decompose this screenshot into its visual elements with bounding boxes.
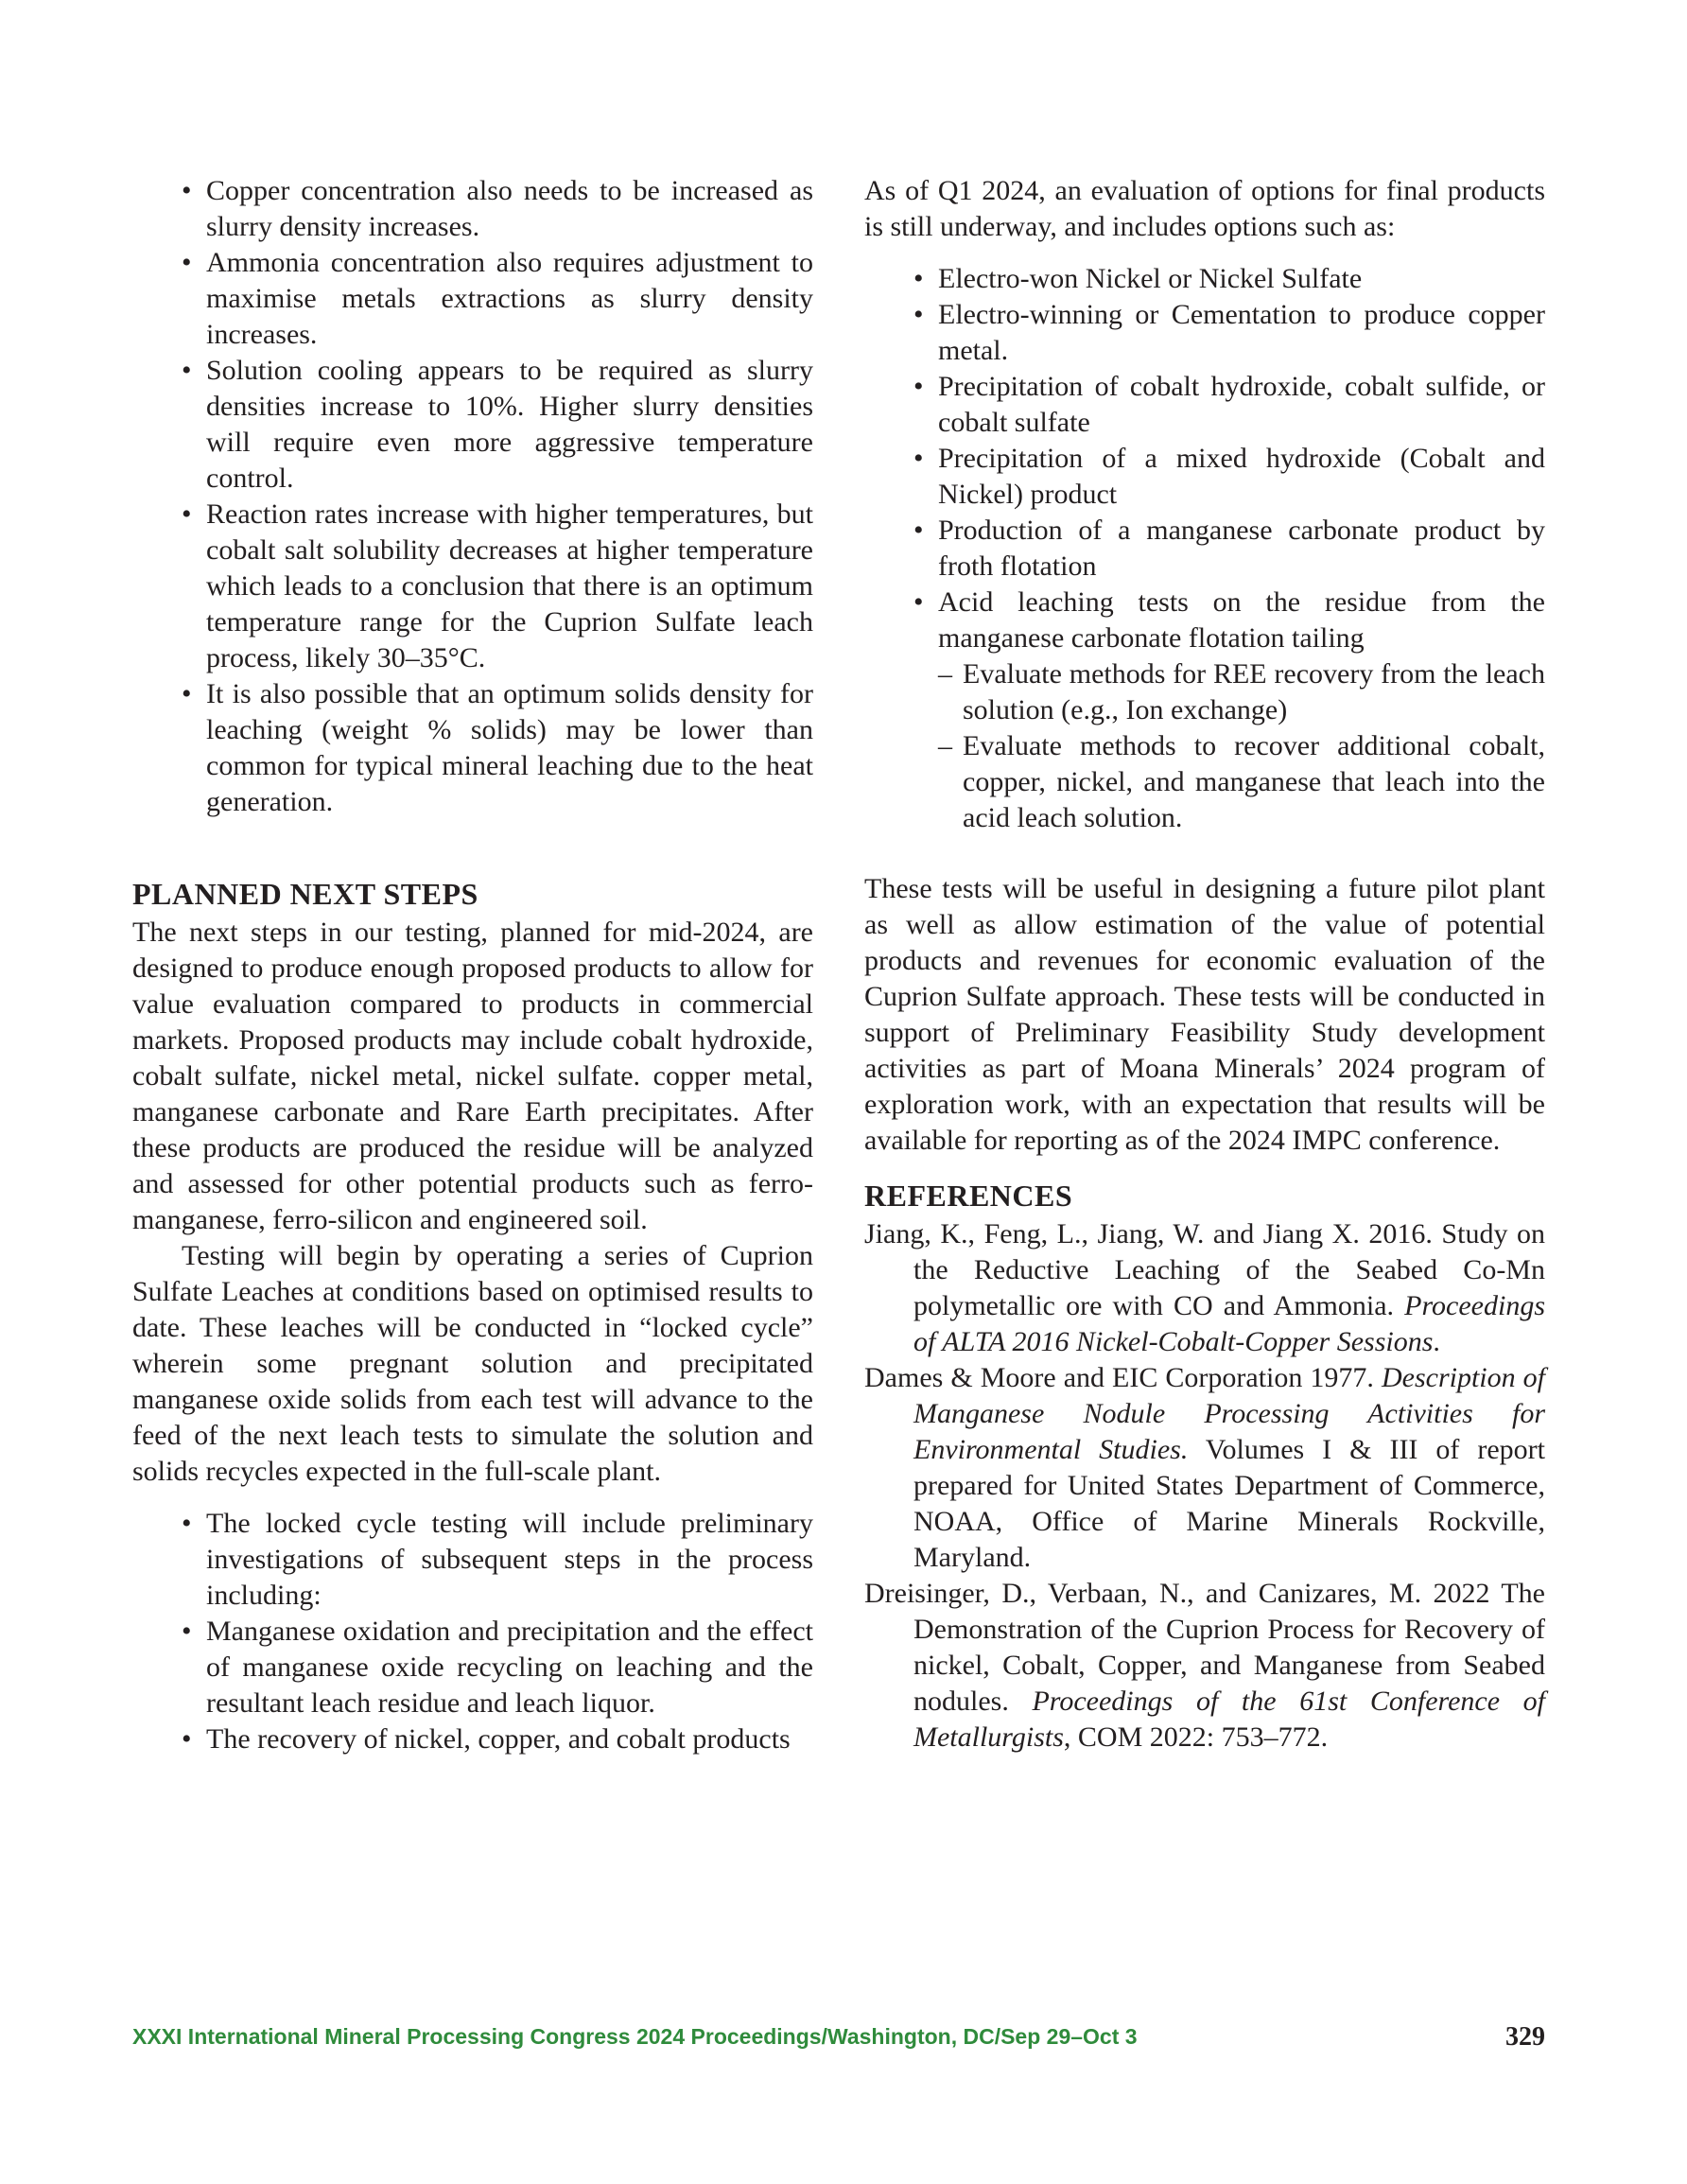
- list-item: • Ammonia concentration also requires adjustment to maximise metals extractions as slurry density increases.: [132, 245, 813, 353]
- leach-observations-list: [132, 173, 813, 820]
- paragraph: These tests will be useful in designing a future pilot plant as well as allow estimation of the value of potential products and revenues for economic evaluation of the Cuprion Sulfate approach. These tests will be conducted in support of Preliminary Feasibility Study development activities as part of Moana Minerals’ 2024 program of exploration work, with an expectation that results will be available for reporting as of the 2024 IMPC conference.: [864, 873, 1545, 1156]
- page-number: 329: [1505, 2022, 1545, 2052]
- locked-cycle-list: [132, 1506, 813, 1757]
- product-options-list: [864, 261, 1545, 836]
- sub-list-item: – Evaluate methods to recover additional cobalt, copper, nickel, and manganese that leach into the acid leach solution.: [938, 728, 1545, 836]
- list-item: • Precipitation of a mixed hydroxide (Cobalt and Nickel) product: [864, 441, 1545, 513]
- list-item: • Reaction rates increase with higher temperatures, but cobalt salt solubility decreases at higher temperature which leads to a conclusion that there is an optimum temperature range for the Cuprion Sulfate leach process, likely 30–35°C.: [132, 497, 813, 676]
- section-heading-planned-next-steps: PLANNED NEXT STEPS: [132, 877, 478, 911]
- paragraph: Testing will begin by operating a series of Cuprion Sulfate Leaches at conditions based on optimised results to date. These leaches will be conducted in “locked cycle” wherein some pregnant solution and precipitated manganese oxide solids from each test will advance to the feed of the next leach tests to simulate the solution and solids recycles expected in the full-scale plant.: [132, 1240, 813, 1487]
- page-footer: [132, 2024, 1545, 2062]
- sub-list-item: – Evaluate methods for REE recovery from the leach solution (e.g., Ion exchange): [938, 656, 1545, 728]
- reference-item: Dames & Moore and EIC Corporation 1977. Description of Manganese Nodule Processing Activities for Environmental Studies. Volumes I & III of report prepared for United States Department of Commerce, NOAA, Office of Marine Minerals Rockville, Maryland.: [864, 1362, 1545, 1573]
- list-item: • Manganese oxidation and precipitation and the effect of manganese oxide recycling on leaching and the resultant leach residue and leach liquor.: [132, 1614, 813, 1721]
- list-item-text: Acid leaching tests on the residue from the manganese carbonate flotation tailing: [938, 586, 1545, 654]
- list-item: • The locked cycle testing will include preliminary investigations of subsequent steps in the process including:: [132, 1506, 813, 1614]
- list-item: • Electro-won Nickel or Nickel Sulfate: [864, 261, 1545, 297]
- paragraph: The next steps in our testing, planned for mid-2024, are designed to produce enough proposed products to allow for value evaluation compared to products in commercial markets. Proposed products may include cobalt hydroxide, cobalt sulfate, nickel metal, nickel sulfate. copper metal, manganese carbonate and Rare Earth precipitates. After these products are produced the residue will be analyzed and assessed for other potential products such as ferro-manganese, ferro-silicon and engineered soil.: [132, 917, 813, 1235]
- list-item: • Electro-winning or Cementation to produce copper metal.: [864, 297, 1545, 369]
- right-column: [864, 173, 1545, 1756]
- list-item: • The recovery of nickel, copper, and cobalt products: [132, 1721, 813, 1757]
- list-item: • Precipitation of cobalt hydroxide, cobalt sulfide, or cobalt sulfate: [864, 369, 1545, 441]
- list-item: [864, 585, 1545, 836]
- list-item: • It is also possible that an optimum solids density for leaching (weight % solids) may be lower than common for typical mineral leaching due to the heat generation.: [132, 676, 813, 820]
- section-heading-references: REFERENCES: [864, 1179, 1073, 1213]
- paragraph: As of Q1 2024, an evaluation of options for final products is still underway, and includes options such as:: [864, 175, 1545, 242]
- left-column: [132, 173, 813, 1757]
- list-item: • Production of a manganese carbonate product by froth flotation: [864, 513, 1545, 585]
- list-item: • Solution cooling appears to be required as slurry densities increase to 10%. Higher slurry densities will require even more aggressive temperature control.: [132, 353, 813, 497]
- reference-item: Dreisinger, D., Verbaan, N., and Canizares, M. 2022 The Demonstration of the Cuprion Process for Recovery of nickel, Cobalt, Copper, and Manganese from Seabed nodules. Proceedings of the 61st Conference of Metallurgists, COM 2022: 753–772.: [864, 1578, 1545, 1753]
- list-item: • Copper concentration also needs to be increased as slurry density increases.: [132, 173, 813, 245]
- sub-options-list: [938, 656, 1545, 836]
- reference-item: Jiang, K., Feng, L., Jiang, W. and Jiang X. 2016. Study on the Reductive Leaching of the Seabed Co-Mn polymetallic ore with CO and Ammonia. Proceedings of ALTA 2016 Nickel-Cobalt-Copper Sessions.: [864, 1218, 1545, 1357]
- references-list: [864, 1216, 1545, 1756]
- footer-conference-title: XXXI International Mineral Processing Congress 2024 Proceedings/Washington, DC/Sep 29–Oct 3: [132, 2024, 1138, 2049]
